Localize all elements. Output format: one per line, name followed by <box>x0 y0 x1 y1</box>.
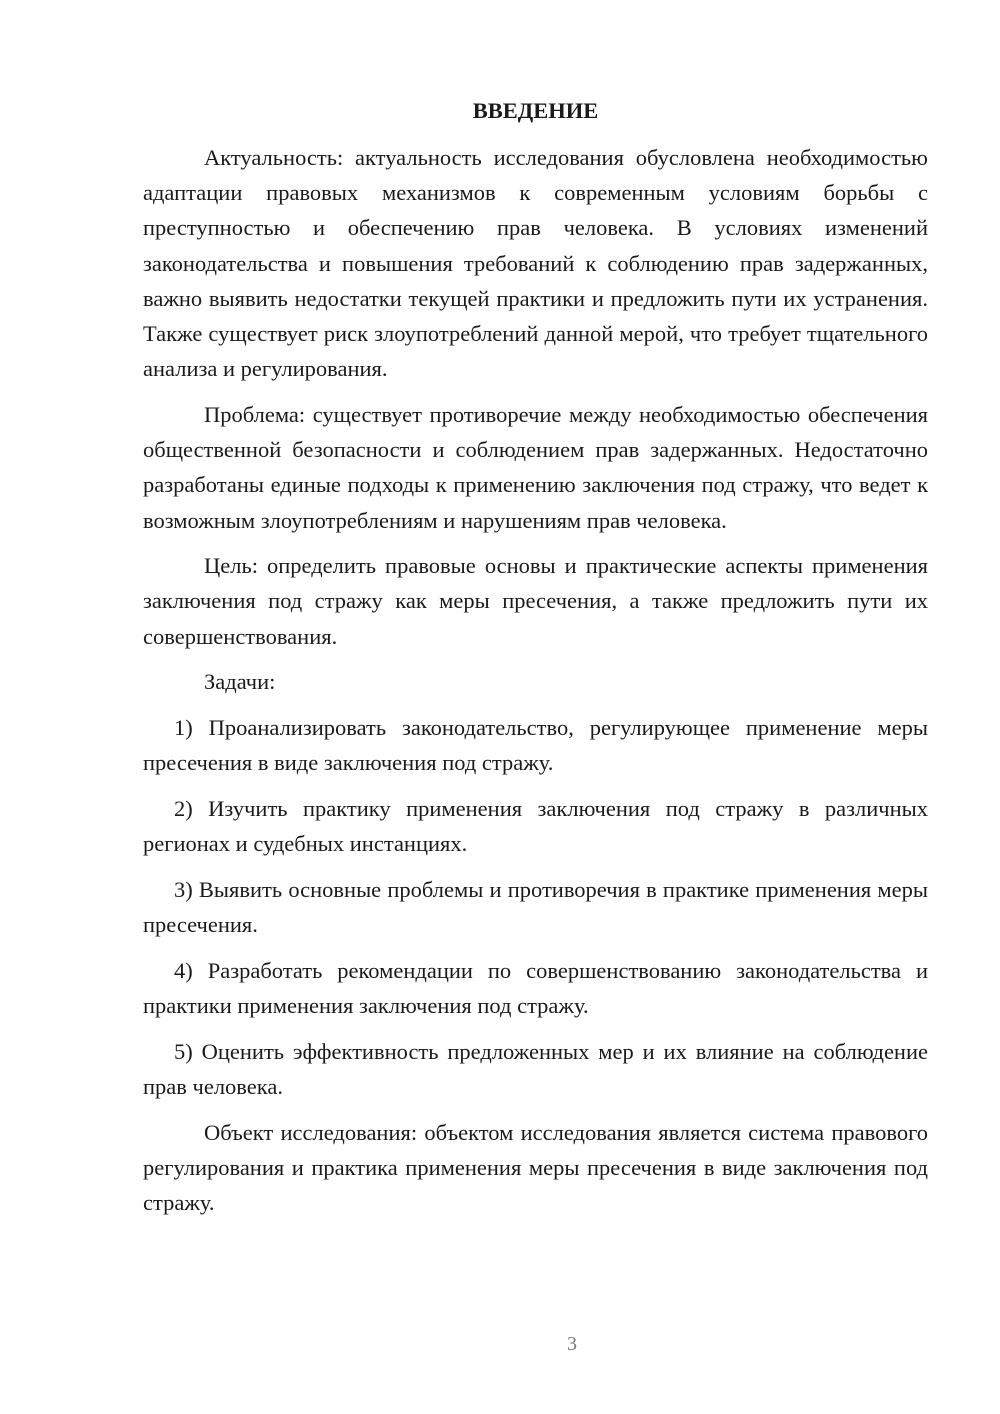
paragraph-goal: Цель: определить правовые основы и практические аспекты применения заключения под стражу как меры пресечения, а также предложить пути их совершенствования. <box>143 553 928 649</box>
task-item-5: 5) Оценить эффективность предложенных мер и их влияние на соблюдение прав человека. <box>143 1038 928 1099</box>
task-item-1: 1) Проанализировать законодательство, регулирующее применение меры пресечения в виде заключения под стражу. <box>143 715 928 776</box>
task-item-2: 2) Изучить практику применения заключения под стражу в различных регионах и судебных инстанциях. <box>143 795 928 857</box>
page-number: 3 <box>567 1333 577 1355</box>
task-item-4: 4) Разработать рекомендации по совершенствованию законодательства и практики применения заключения под стражу. <box>143 957 928 1018</box>
paragraph-relevance: Актуальность: актуальность исследования обусловлена необходимостью адаптации правовых механизмов к современным условиям борьбы с преступностью и обеспечению прав человека. В условиях изменений законодательства и повышения требований к соблюдению прав задержанных, важно выявить недостатки текущей практики и предложить пути их устранения. Также существует риск злоупотреблений данной мерой, что требует тщательного анализа и регулирования. <box>143 145 928 382</box>
task-item-3: 3) Выявить основные проблемы и противоречия в практике применения меры пресечения. <box>143 876 928 938</box>
paragraph-problem: Проблема: существует противоречие между необходимостью обеспечения общественной безопасности и соблюдением прав задержанных. Недостаточно разработаны единые подходы к применению заключения под стражу, что ведет к возможным злоупотреблениям и нарушениям прав человека. <box>143 401 928 533</box>
page-content <box>143 93 928 1220</box>
tasks-heading: Задачи: <box>204 669 276 695</box>
paragraph-object: Объект исследования: объектом исследования является система правового регулирования и практика применения меры пресечения в виде заключения под стражу. <box>143 1119 928 1215</box>
section-title: ВВЕДЕНИЕ <box>472 98 599 123</box>
